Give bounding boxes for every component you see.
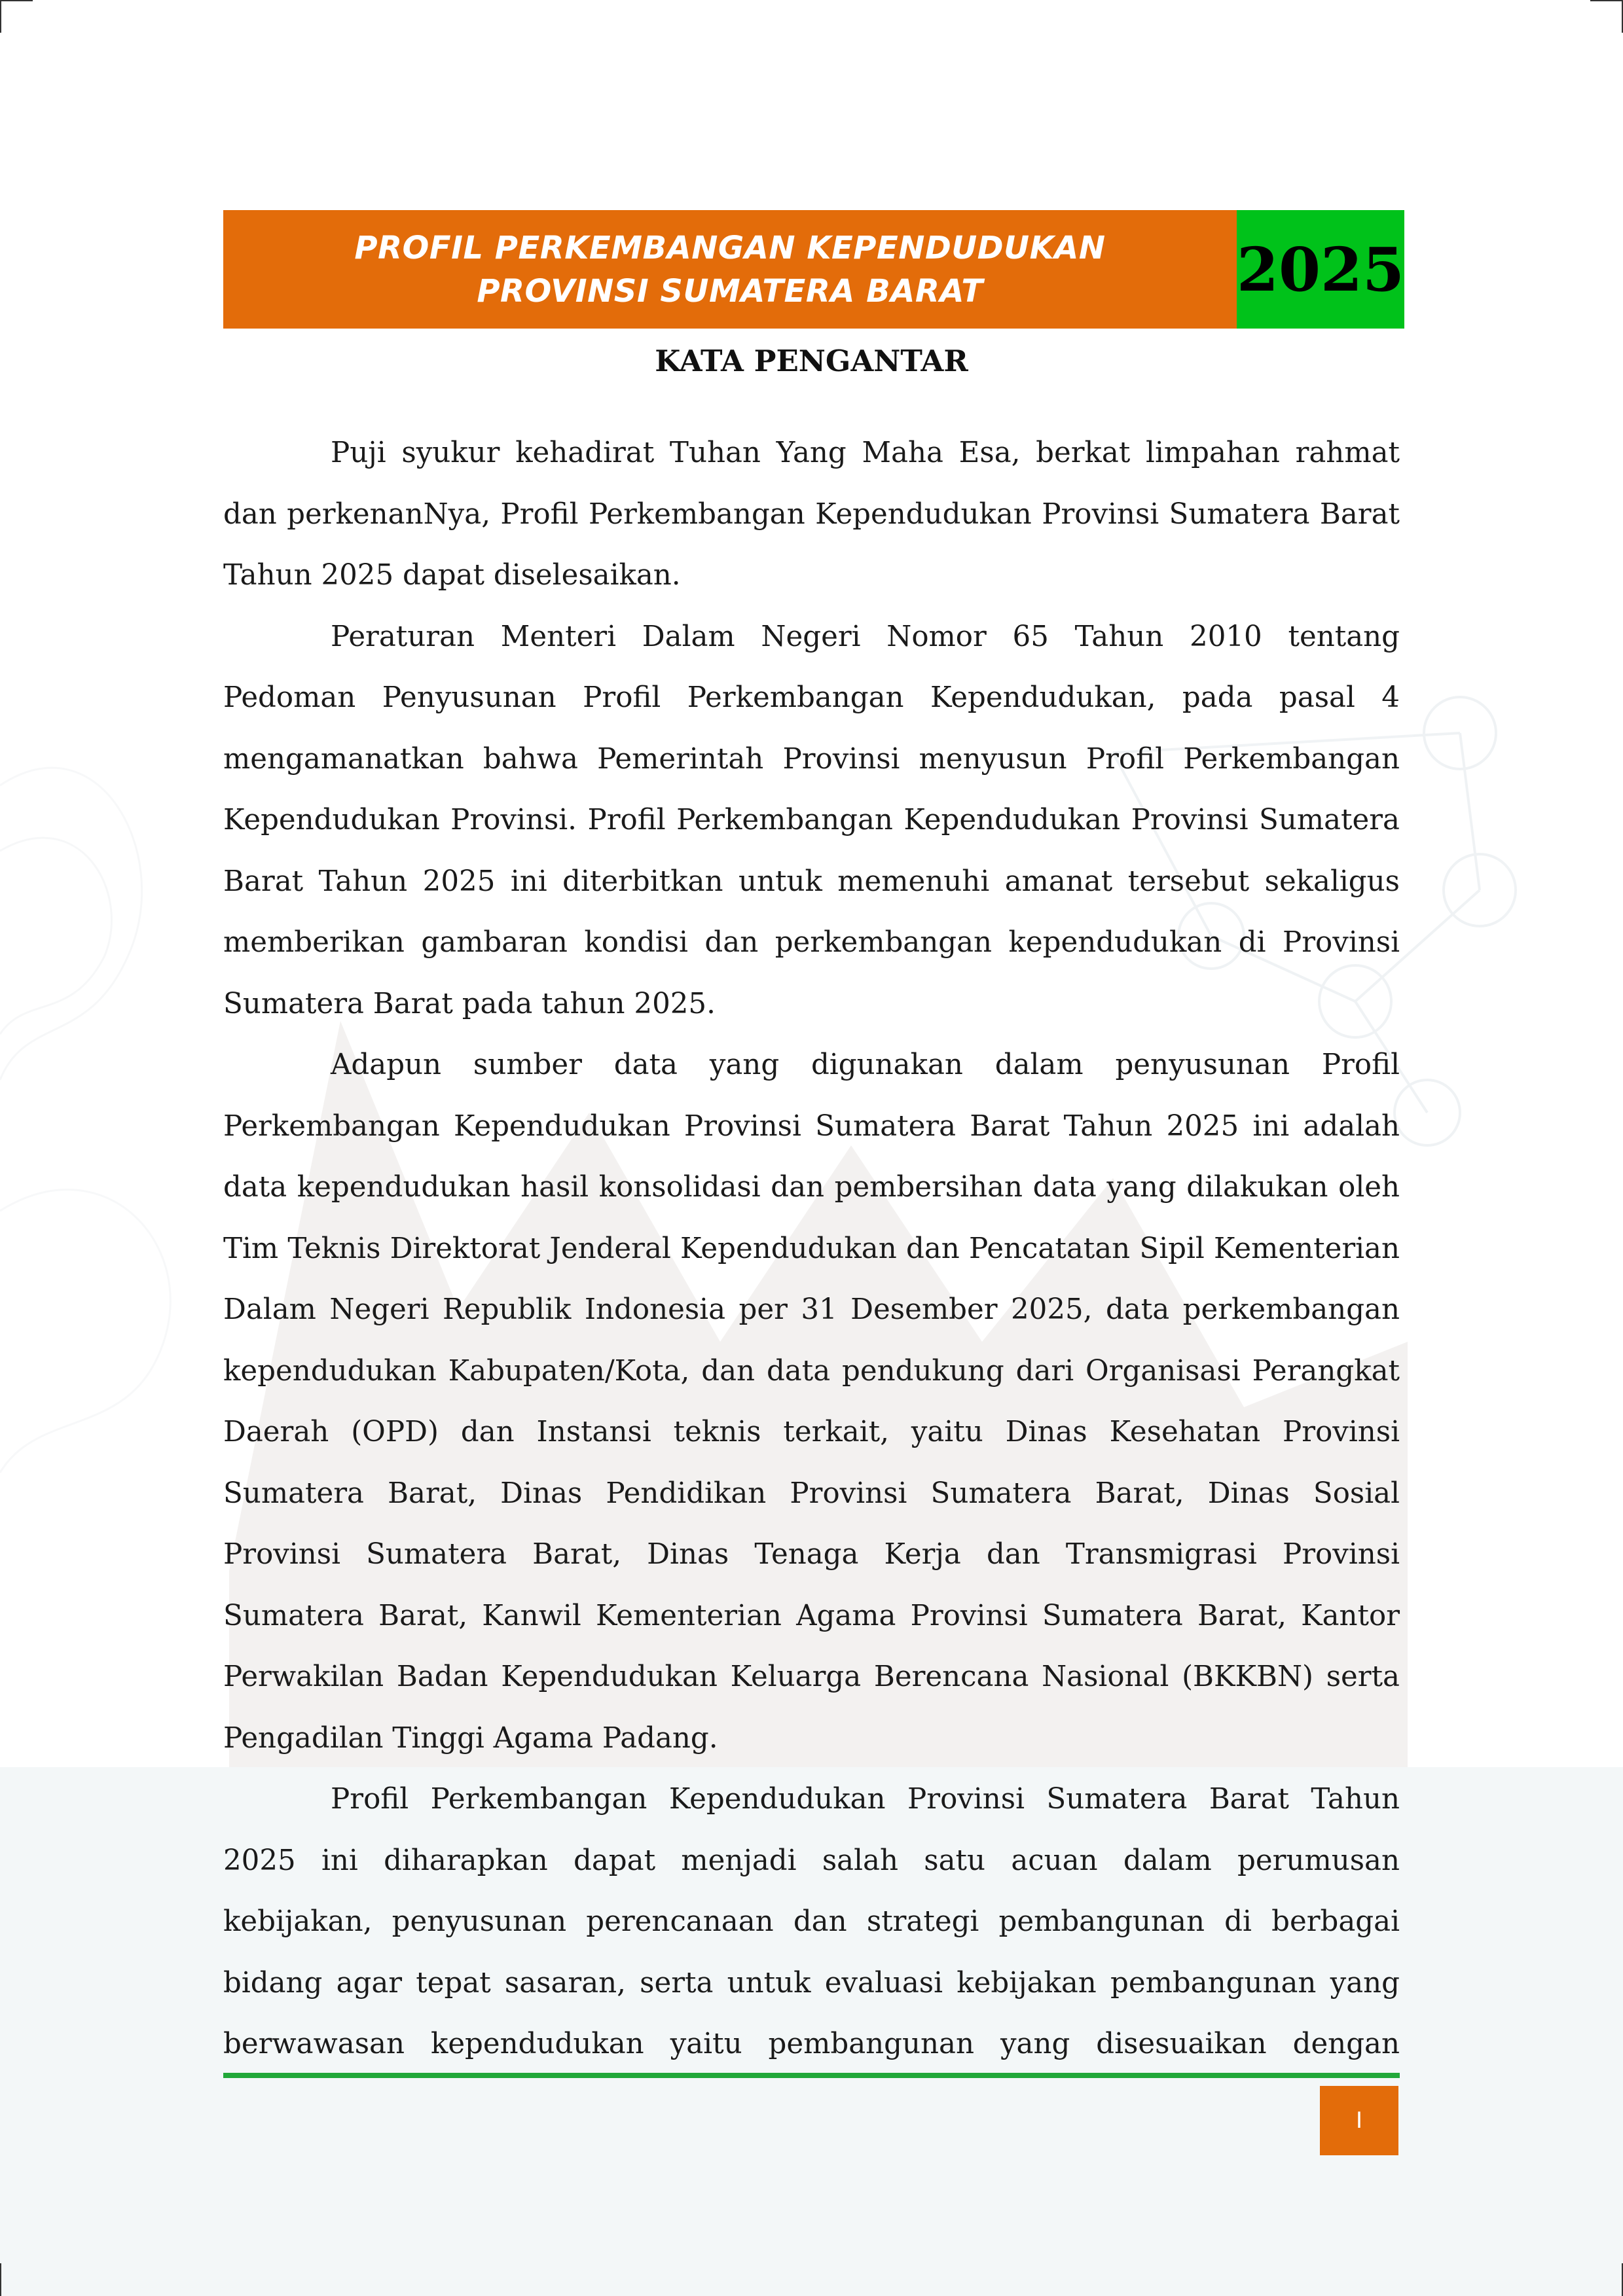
crop-mark <box>0 0 33 1</box>
contour-lines <box>0 768 142 1080</box>
header-year-badge: 2025 <box>1237 210 1404 329</box>
crop-mark <box>0 2263 1 2296</box>
crop-mark <box>0 0 1 33</box>
header-title-line-2: PROVINSI SUMATERA BARAT <box>477 272 983 310</box>
footer-divider <box>223 2073 1400 2078</box>
paragraph-1: Puji syukur kehadirat Tuhan Yang Maha Esa, berkat limpahan rahmat dan perkenanNya, Profil Perkembangan Kependudukan Provinsi Sumatera Barat Tahun 2025 dapat diselesaikan. <box>223 437 1400 592</box>
header-title <box>223 210 1237 329</box>
body-text <box>223 423 1400 2075</box>
page-title: KATA PENGANTAR <box>655 344 968 378</box>
paragraph-4: Profil Perkembangan Kependudukan Provinsi Sumatera Barat Tahun 2025 ini diharapkan dapat menjadi salah satu acuan dalam perumusan kebijakan, penyusunan perencanaan dan strategi pembangunan di berbagai bidang agar tepat sasaran, serta untuk evaluasi kebijakan pembangunan yang berwawasan kependudukan yaitu pembangunan yang disesuaikan dengan <box>223 1783 1400 2060</box>
paragraph-3: Adapun sumber data yang digunakan dalam penyusunan Profil Perkembangan Kependudukan Provinsi Sumatera Barat Tahun 2025 ini adalah data kependudukan hasil konsolidasi dan pembersihan data yang dilakukan oleh Tim Teknis Direktorat Jenderal Kependudukan dan Pencatatan Sipil Kementerian Dalam Negeri Republik Indonesia per 31 Desember 2025, data perkembangan kependudukan Kabupaten/Kota, dan data pendukung dari Organisasi Perangkat Daerah (OPD) dan Instansi teknis terkait, yaitu Dinas Kesehatan Provinsi Sumatera Barat, Dinas Pendidikan Provinsi Sumatera Barat, Dinas Sosial Provinsi Sumatera Barat, Dinas Tenaga Kerja dan Transmigrasi Provinsi Sumatera Barat, Kanwil Kementerian Agama Provinsi Sumatera Barat, Kantor Perwakilan Badan Kependudukan Keluarga Berencana Nasional (BKKBN) serta Pengadilan Tinggi Agama Padang. <box>223 1049 1400 1755</box>
paragraph-2: Peraturan Menteri Dalam Negeri Nomor 65 Tahun 2010 tentang Pedoman Penyusunan Profil Perkembangan Kependudukan, pada pasal 4 mengamanatkan bahwa Pemerintah Provinsi menyusun Profil Perkembangan Kependudukan Provinsi. Profil Perkembangan Kependudukan Provinsi Sumatera Barat Tahun 2025 ini diterbitkan untuk memenuhi amanat tersebut sekaligus memberikan gambaran kondisi dan perkembangan kependudukan di Provinsi Sumatera Barat pada tahun 2025. <box>223 620 1400 1020</box>
network-link <box>1460 733 1480 890</box>
page-number-badge: I <box>1320 2086 1398 2155</box>
header-title-line-1: PROFIL PERKEMBANGAN KEPENDUDUKAN <box>354 229 1106 266</box>
document-header <box>223 210 1405 329</box>
crop-mark <box>1590 0 1623 1</box>
contour-lines <box>0 1190 170 1473</box>
